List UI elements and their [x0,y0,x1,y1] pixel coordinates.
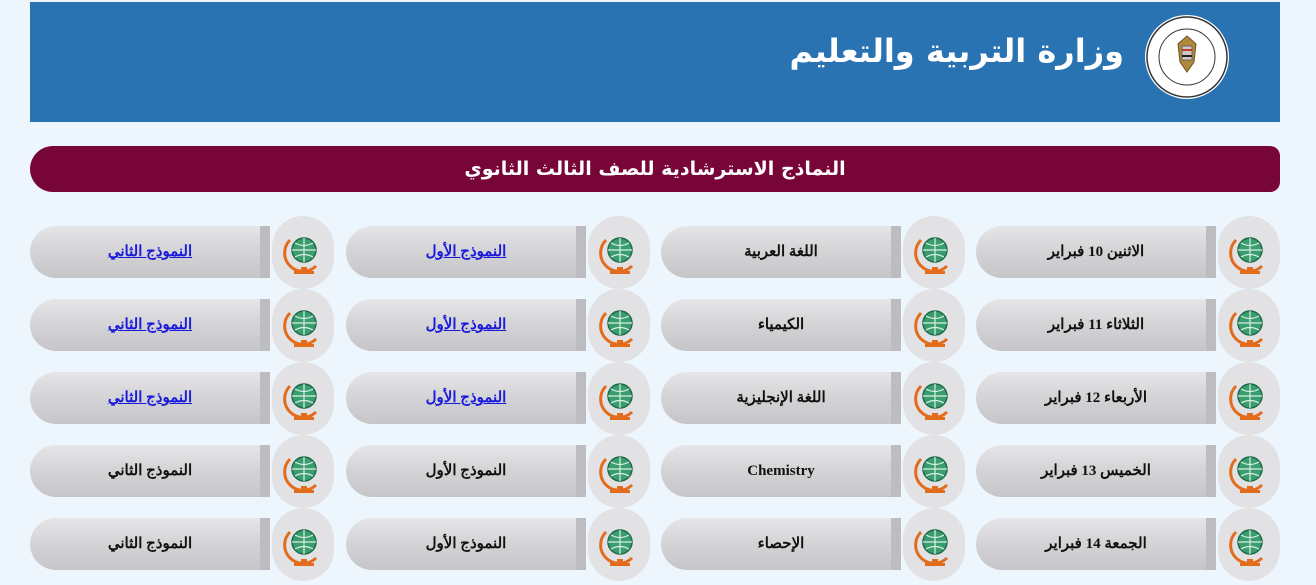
model2-cell [30,216,334,289]
icon-badge [1218,362,1280,435]
model-label: النموذج الثاني [107,463,193,479]
exam-date-label: الخميس 13 فبراير [1041,463,1151,479]
site-header [30,2,1280,122]
icon-badge [588,508,650,581]
icon-badge [903,508,965,581]
globe-icon [1226,449,1272,495]
icon-badge [903,435,965,508]
ministry-logo-icon [1144,14,1230,100]
subject-cell [661,508,965,581]
globe-icon [280,230,326,276]
exam-date-label: الاثنين 10 فبراير [1047,244,1145,260]
model1-cell [346,508,650,581]
icon-badge [903,216,965,289]
model-2-link[interactable]: النموذج الثاني [107,244,193,260]
model1-cell [346,435,650,508]
subject-cell [661,289,965,362]
exam-date-label: الثلاثاء 11 فبراير [1047,317,1145,333]
globe-icon [1226,522,1272,568]
day-cell [976,508,1280,581]
globe-icon [280,449,326,495]
model-2-link[interactable]: النموذج الثاني [107,390,193,406]
globe-icon [911,376,957,422]
table-row [30,508,1280,581]
globe-icon [1226,230,1272,276]
icon-badge [272,435,334,508]
globe-icon [596,522,642,568]
model-label: النموذج الثاني [107,536,193,552]
subject-label: Chemistry [747,463,815,479]
subject-cell [661,216,965,289]
exam-schedule-grid [30,216,1280,581]
day-cell [976,216,1280,289]
model-2-link[interactable]: النموذج الثاني [107,317,193,333]
cell-label [30,372,270,424]
day-cell [976,289,1280,362]
subject-label: اللغة العربية [744,244,818,260]
icon-badge [903,289,965,362]
model-1-link[interactable]: النموذج الأول [425,317,507,333]
model-1-link[interactable]: النموذج الأول [425,390,507,406]
cell-label [346,226,586,278]
day-cell [976,362,1280,435]
globe-icon [596,376,642,422]
icon-badge [272,362,334,435]
model2-cell [30,508,334,581]
cell-label [346,372,586,424]
icon-badge [588,289,650,362]
icon-badge [588,362,650,435]
model2-cell [30,289,334,362]
subject-label: الإحصاء [757,536,805,552]
globe-icon [596,303,642,349]
icon-badge [1218,508,1280,581]
icon-badge [1218,216,1280,289]
icon-badge [272,289,334,362]
model2-cell [30,435,334,508]
day-cell [976,435,1280,508]
table-row [30,216,1280,289]
icon-badge [1218,435,1280,508]
globe-icon [911,522,957,568]
globe-icon [911,303,957,349]
model-label: النموذج الأول [425,536,507,552]
model-label: النموذج الأول [425,463,507,479]
globe-icon [280,522,326,568]
globe-icon [1226,303,1272,349]
model1-cell [346,362,650,435]
icon-badge [903,362,965,435]
icon-badge [588,216,650,289]
table-row [30,289,1280,362]
globe-icon [1226,376,1272,422]
globe-icon [911,449,957,495]
site-title: وزارة التربية والتعليم [789,32,1124,70]
icon-badge [1218,289,1280,362]
cell-label [30,299,270,351]
page-banner: النماذج الاسترشادية للصف الثالث الثانوي [30,146,1280,192]
model1-cell [346,289,650,362]
cell-label [346,299,586,351]
subject-cell [661,435,965,508]
cell-label [30,226,270,278]
exam-date-label: الجمعة 14 فبراير [1045,536,1147,552]
exam-date-label: الأربعاء 12 فبراير [1044,390,1148,406]
icon-badge [272,216,334,289]
globe-icon [911,230,957,276]
globe-icon [596,230,642,276]
model-1-link[interactable]: النموذج الأول [425,244,507,260]
icon-badge [588,435,650,508]
globe-icon [280,376,326,422]
model1-cell [346,216,650,289]
table-row [30,362,1280,435]
globe-icon [596,449,642,495]
model2-cell [30,362,334,435]
subject-cell [661,362,965,435]
subject-label: اللغة الإنجليزية [736,390,826,406]
globe-icon [280,303,326,349]
icon-badge [272,508,334,581]
subject-label: الكيمياء [757,317,805,333]
table-row [30,435,1280,508]
